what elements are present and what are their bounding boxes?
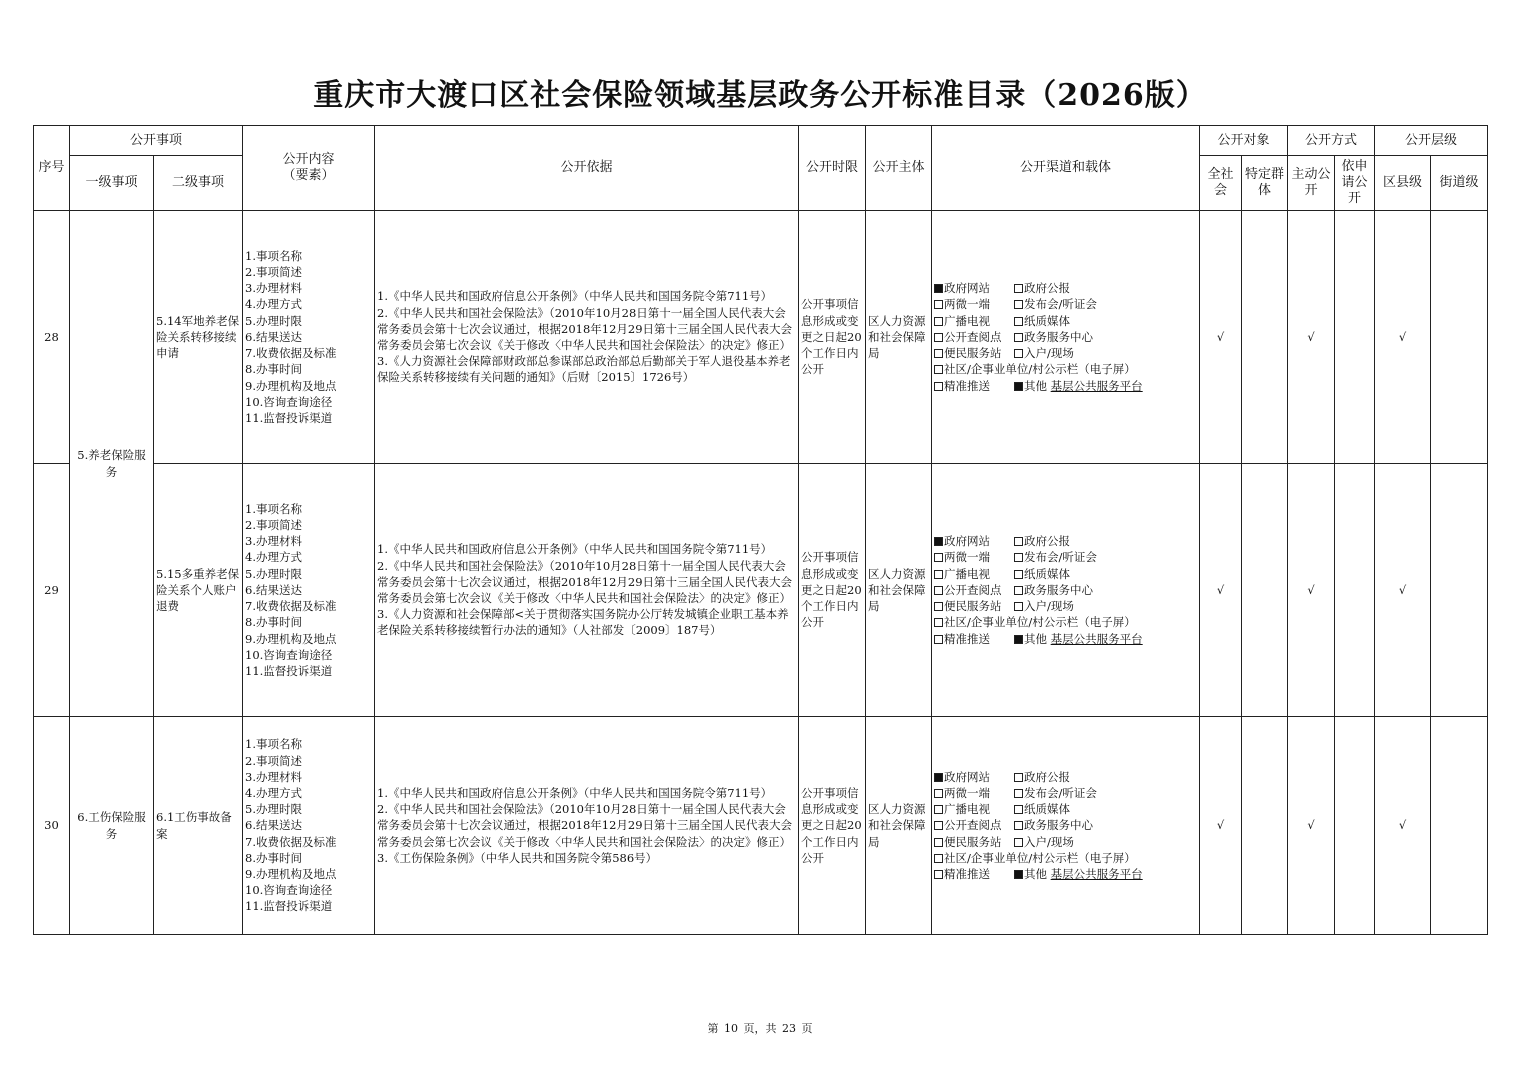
content-element: 11.监督投诉渠道 xyxy=(245,663,333,678)
method-apply-mark xyxy=(1335,211,1375,464)
checkbox-icon xyxy=(1014,553,1023,562)
channel-label: 政府公报 xyxy=(1024,769,1071,784)
channel-option xyxy=(1014,533,1070,549)
checkbox-icon xyxy=(1014,300,1023,309)
content-element: 4.办理方式 xyxy=(245,785,302,800)
channel-option xyxy=(1014,598,1074,614)
level2-item: 5.14军地养老保险关系转移接续申请 xyxy=(154,211,243,464)
channel-option xyxy=(934,769,1014,785)
checkbox-icon xyxy=(1014,537,1023,546)
channel-label: 政务服务中心 xyxy=(1024,818,1094,833)
basis-cell xyxy=(375,464,799,717)
channel-line xyxy=(934,631,1197,647)
checked-box-icon xyxy=(934,284,943,293)
channel-label: 发布会/听证会 xyxy=(1024,550,1097,565)
header-content-line1: 公开内容 xyxy=(282,152,335,167)
content-element: 4.办理方式 xyxy=(245,550,302,565)
checkbox-icon xyxy=(1014,838,1023,847)
level-district-mark: √ xyxy=(1375,717,1431,935)
page-title: 重庆市大渡口区社会保险领域基层政务公开标准目录（2026版） xyxy=(313,78,1207,113)
channel-label: 发布会/听证会 xyxy=(1024,785,1097,800)
content-element: 5.办理时限 xyxy=(245,566,302,581)
checkbox-icon xyxy=(934,586,943,595)
channel-option xyxy=(934,631,1014,647)
channel-option xyxy=(934,817,1014,833)
channel-option xyxy=(934,566,1014,582)
channel-option xyxy=(934,834,1014,850)
channel-line xyxy=(934,296,1197,312)
channel-label: 社区/企事业单位/村公示栏（电子屏） xyxy=(944,850,1136,865)
row-seq: 30 xyxy=(34,717,70,935)
channel-line xyxy=(934,361,1197,377)
content-element: 10.咨询查询途径 xyxy=(245,394,333,409)
header-basis: 公开依据 xyxy=(375,126,799,211)
content-elements xyxy=(243,464,375,717)
publish-time: 公开事项信息形成或变更之日起20个工作日内公开 xyxy=(799,464,866,717)
channel-line xyxy=(934,769,1197,785)
channel-label: 其他 xyxy=(1024,631,1048,646)
channel-option xyxy=(934,378,1014,394)
page-footer xyxy=(0,1020,1520,1036)
checked-box-icon xyxy=(934,537,943,546)
channel-other-value: 基层公共服务平台 xyxy=(1050,631,1143,646)
level-street-mark xyxy=(1431,211,1488,464)
channel-label: 社区/企事业单位/村公示栏（电子屏） xyxy=(944,615,1136,630)
channel-label: 政府网站 xyxy=(944,534,991,549)
channel-label: 两微一端 xyxy=(944,297,991,312)
channel-label: 入户/现场 xyxy=(1024,834,1074,849)
channel-label: 发布会/听证会 xyxy=(1024,297,1097,312)
object-all-mark: √ xyxy=(1200,717,1242,935)
content-element: 5.办理时限 xyxy=(245,802,302,817)
publish-time: 公开事项信息形成或变更之日起20个工作日内公开 xyxy=(799,717,866,935)
channel-option xyxy=(934,785,1014,801)
checkbox-icon xyxy=(934,382,943,391)
channel-line xyxy=(934,345,1197,361)
header-object-group: 公开对象 xyxy=(1200,126,1288,156)
channel-option xyxy=(934,329,1014,345)
channel-option xyxy=(1014,834,1074,850)
channel-line xyxy=(934,378,1197,394)
channel-option xyxy=(1014,866,1143,882)
channel-option xyxy=(1014,296,1097,312)
content-element: 10.咨询查询途径 xyxy=(245,647,333,662)
checkbox-icon xyxy=(1014,773,1023,782)
channel-other-value: 基层公共服务平台 xyxy=(1050,867,1143,881)
checkbox-icon xyxy=(1014,284,1023,293)
channel-option xyxy=(934,598,1014,614)
channel-label: 精准推送 xyxy=(944,631,991,646)
channel-line xyxy=(934,313,1197,329)
content-element: 5.办理时限 xyxy=(245,313,302,328)
header-content xyxy=(243,126,375,211)
channel-label: 精准推送 xyxy=(944,378,991,393)
channel-label: 公开查阅点 xyxy=(944,818,1002,833)
channel-label: 广播电视 xyxy=(944,313,991,328)
basis-item: 1.《中华人民共和国政府信息公开条例》（中华人民共和国国务院令第711号） xyxy=(377,785,773,800)
content-element: 6.结果送达 xyxy=(245,818,302,833)
level-district-mark: √ xyxy=(1375,211,1431,464)
channel-option xyxy=(1014,378,1143,394)
channel-option xyxy=(1014,769,1070,785)
content-element: 7.收费依据及标准 xyxy=(245,834,337,849)
channel-option xyxy=(1014,566,1070,582)
channel-label: 纸质媒体 xyxy=(1024,802,1071,817)
checkbox-icon xyxy=(1014,333,1023,342)
basis-item: 2.《中华人民共和国社会保险法》（2010年10月28日第十一届全国人民代表大会常务委员会第十七次会议通过，根据2018年12月29日第十三届全国人民代表大会常务委员会第七次会议《关于修改〈中华人民共和国社会保险法〉的决定》修正） xyxy=(377,802,793,849)
channel-label: 政务服务中心 xyxy=(1024,582,1094,597)
channel-option xyxy=(1014,785,1097,801)
channel-label: 两微一端 xyxy=(944,785,991,800)
channel-line xyxy=(934,866,1197,882)
checkbox-icon xyxy=(934,838,943,847)
object-all-mark: √ xyxy=(1200,211,1242,464)
checkbox-icon xyxy=(934,870,943,879)
catalog-body xyxy=(34,211,1488,935)
publish-subject: 区人力资源和社会保障局 xyxy=(866,211,932,464)
header-subject: 公开主体 xyxy=(866,126,932,211)
method-active-mark: √ xyxy=(1288,464,1335,717)
content-element: 1.事项名称 xyxy=(245,248,302,263)
checkbox-icon xyxy=(934,570,943,579)
level1-item: 5.养老保险服务 xyxy=(70,211,154,717)
channel-line xyxy=(934,785,1197,801)
channel-option xyxy=(1014,817,1093,833)
content-element: 11.监督投诉渠道 xyxy=(245,410,333,425)
checkbox-icon xyxy=(934,789,943,798)
content-element: 3.办理材料 xyxy=(245,769,302,784)
content-element: 1.事项名称 xyxy=(245,501,302,516)
content-element: 2.事项简述 xyxy=(245,518,302,533)
channel-label: 政务服务中心 xyxy=(1024,329,1094,344)
channel-line xyxy=(934,329,1197,345)
channel-option xyxy=(934,866,1014,882)
header-matter-group: 公开事项 xyxy=(70,126,243,156)
header-level-group: 公开层级 xyxy=(1375,126,1488,156)
channel-line xyxy=(934,533,1197,549)
checkbox-icon xyxy=(1014,586,1023,595)
channel-label: 公开查阅点 xyxy=(944,329,1002,344)
basis-item: 2.《中华人民共和国社会保险法》（2010年10月28日第十一届全国人民代表大会常务委员会第十七次会议通过，根据2018年12月29日第十三届全国人民代表大会常务委员会第七次会议《关于修改〈中华人民共和国社会保险法〉的决定》修正） xyxy=(377,558,793,605)
header-channel: 公开渠道和载体 xyxy=(932,126,1200,211)
checked-box-icon xyxy=(1014,382,1023,391)
channel-option xyxy=(934,361,1136,377)
channel-label: 广播电视 xyxy=(944,566,991,581)
channel-option xyxy=(1014,549,1097,565)
checkbox-icon xyxy=(1014,602,1023,611)
basis-item: 3.《人力资源社会保障部财政部总参谋部总政治部总后勤部关于军人退役基本养老保险关系转移接续有关问题的通知》（后财〔2015〕1726号） xyxy=(377,354,791,385)
checkbox-icon xyxy=(934,805,943,814)
checked-box-icon xyxy=(934,773,943,782)
checkbox-icon xyxy=(934,602,943,611)
channel-option xyxy=(1014,631,1143,647)
header-object-specific: 特定群体 xyxy=(1242,156,1288,211)
channel-label: 纸质媒体 xyxy=(1024,566,1071,581)
checkbox-icon xyxy=(934,349,943,358)
header-seq: 序号 xyxy=(34,126,70,211)
footer-page-number: 10 xyxy=(724,1022,738,1035)
channel-label: 公开查阅点 xyxy=(944,582,1002,597)
channel-line xyxy=(934,817,1197,833)
table-row xyxy=(34,717,1488,935)
channel-cell xyxy=(932,717,1200,935)
channel-label: 两微一端 xyxy=(944,550,991,565)
level2-item: 5.15多重养老保险关系个人账户退费 xyxy=(154,464,243,717)
footer-page-total: 23 xyxy=(782,1022,796,1035)
checkbox-icon xyxy=(1014,805,1023,814)
channel-line xyxy=(934,566,1197,582)
checkbox-icon xyxy=(934,854,943,863)
channel-option xyxy=(934,549,1014,565)
checkbox-icon xyxy=(934,821,943,830)
content-element: 8.办事时间 xyxy=(245,850,302,865)
footer-middle: 页，共 xyxy=(743,1022,777,1035)
channel-label: 政府网站 xyxy=(944,769,991,784)
publish-subject: 区人力资源和社会保障局 xyxy=(866,717,932,935)
basis-item: 2.《中华人民共和国社会保险法》（2010年10月28日第十一届全国人民代表大会常务委员会第十七次会议通过，根据2018年12月29日第十三届全国人民代表大会常务委员会第七次会议《关于修改〈中华人民共和国社会保险法〉的决定》修正） xyxy=(377,305,793,352)
footer-suffix: 页 xyxy=(801,1022,813,1035)
header-method-active: 主动公开 xyxy=(1288,156,1335,211)
channel-option xyxy=(1014,329,1093,345)
channel-cell xyxy=(932,211,1200,464)
channel-line xyxy=(934,801,1197,817)
object-specific-mark xyxy=(1242,464,1288,717)
content-element: 7.收费依据及标准 xyxy=(245,346,337,361)
content-element: 8.办事时间 xyxy=(245,362,302,377)
header-time: 公开时限 xyxy=(799,126,866,211)
channel-label: 便民服务站 xyxy=(944,834,1002,849)
channel-option xyxy=(934,280,1014,296)
content-element: 7.收费依据及标准 xyxy=(245,599,337,614)
content-element: 3.办理材料 xyxy=(245,534,302,549)
content-elements xyxy=(243,211,375,464)
footer-prefix: 第 xyxy=(707,1022,719,1035)
basis-cell xyxy=(375,717,799,935)
channel-label: 入户/现场 xyxy=(1024,346,1074,361)
row-seq: 29 xyxy=(34,464,70,717)
header-method-group: 公开方式 xyxy=(1288,126,1375,156)
checkbox-icon xyxy=(1014,317,1023,326)
header-method-apply: 依申请公开 xyxy=(1335,156,1375,211)
content-elements xyxy=(243,717,375,935)
channel-label: 精准推送 xyxy=(944,867,991,881)
method-active-mark: √ xyxy=(1288,717,1335,935)
channel-option xyxy=(934,313,1014,329)
content-element: 4.办理方式 xyxy=(245,297,302,312)
level-street-mark xyxy=(1431,717,1488,935)
object-all-mark: √ xyxy=(1200,464,1242,717)
content-element: 11.监督投诉渠道 xyxy=(245,899,333,914)
channel-line xyxy=(934,614,1197,630)
content-element: 9.办理机构及地点 xyxy=(245,867,337,881)
channel-label: 纸质媒体 xyxy=(1024,313,1071,328)
content-element: 2.事项简述 xyxy=(245,753,302,768)
channel-option xyxy=(1014,280,1070,296)
channel-label: 入户/现场 xyxy=(1024,599,1074,614)
channel-label: 政府公报 xyxy=(1024,281,1071,296)
channel-label: 政府网站 xyxy=(944,281,991,296)
object-specific-mark xyxy=(1242,717,1288,935)
content-element: 1.事项名称 xyxy=(245,737,302,752)
channel-label: 其他 xyxy=(1024,378,1048,393)
content-element: 6.结果送达 xyxy=(245,329,302,344)
channel-option xyxy=(934,801,1014,817)
channel-option xyxy=(934,850,1136,866)
content-element: 10.咨询查询途径 xyxy=(245,883,333,898)
channel-line xyxy=(934,834,1197,850)
header-object-all: 全社会 xyxy=(1200,156,1242,211)
level-street-mark xyxy=(1431,464,1488,717)
header-content-line2: （要素） xyxy=(282,168,335,183)
channel-option xyxy=(1014,345,1074,361)
level1-item: 6.工伤保险服务 xyxy=(70,717,154,935)
content-element: 9.办理机构及地点 xyxy=(245,378,337,393)
checkbox-icon xyxy=(934,365,943,374)
method-apply-mark xyxy=(1335,464,1375,717)
checkbox-icon xyxy=(934,333,943,342)
channel-option xyxy=(1014,313,1070,329)
checkbox-icon xyxy=(934,553,943,562)
checkbox-icon xyxy=(934,635,943,644)
content-element: 2.事项简述 xyxy=(245,265,302,280)
checkbox-icon xyxy=(934,618,943,627)
checked-box-icon xyxy=(1014,870,1023,879)
checkbox-icon xyxy=(934,300,943,309)
channel-line xyxy=(934,549,1197,565)
channel-cell xyxy=(932,464,1200,717)
checkbox-icon xyxy=(1014,789,1023,798)
channel-line xyxy=(934,280,1197,296)
channel-other-value: 基层公共服务平台 xyxy=(1050,378,1143,393)
checkbox-icon xyxy=(1014,570,1023,579)
checkbox-icon xyxy=(1014,821,1023,830)
row-seq: 28 xyxy=(34,211,70,464)
channel-option xyxy=(934,296,1014,312)
content-element: 3.办理材料 xyxy=(245,281,302,296)
channel-label: 社区/企事业单位/村公示栏（电子屏） xyxy=(944,362,1136,377)
checkbox-icon xyxy=(934,317,943,326)
basis-item: 3.《人力资源和社会保障部<关于贯彻落实国务院办公厅转发城镇企业职工基本养老保险关系转移接续暂行办法的通知》（人社部发〔2009〕187号） xyxy=(377,607,789,638)
content-element: 9.办理机构及地点 xyxy=(245,631,337,646)
checkbox-icon xyxy=(1014,349,1023,358)
channel-label: 广播电视 xyxy=(944,802,991,817)
header-level1: 一级事项 xyxy=(70,156,154,211)
channel-option xyxy=(934,582,1014,598)
header-level-street: 街道级 xyxy=(1431,156,1488,211)
publish-time: 公开事项信息形成或变更之日起20个工作日内公开 xyxy=(799,211,866,464)
channel-label: 政府公报 xyxy=(1024,534,1071,549)
channel-line xyxy=(934,850,1197,866)
header-level2: 二级事项 xyxy=(154,156,243,211)
content-element: 6.结果送达 xyxy=(245,582,302,597)
level2-item: 6.1工伤事故备案 xyxy=(154,717,243,935)
basis-item: 1.《中华人民共和国政府信息公开条例》（中华人民共和国国务院令第711号） xyxy=(377,289,773,304)
header-level-district: 区县级 xyxy=(1375,156,1431,211)
channel-line xyxy=(934,598,1197,614)
checked-box-icon xyxy=(1014,635,1023,644)
basis-item: 3.《工伤保险条例》（中华人民共和国务院令第586号） xyxy=(377,850,658,865)
table-row xyxy=(34,464,1488,717)
level-district-mark: √ xyxy=(1375,464,1431,717)
catalog-table xyxy=(33,125,1488,935)
object-specific-mark xyxy=(1242,211,1288,464)
basis-cell xyxy=(375,211,799,464)
channel-option xyxy=(934,345,1014,361)
channel-option xyxy=(934,614,1136,630)
channel-option xyxy=(1014,801,1070,817)
channel-label: 其他 xyxy=(1024,867,1048,881)
method-active-mark: √ xyxy=(1288,211,1335,464)
method-apply-mark xyxy=(1335,717,1375,935)
channel-option xyxy=(934,533,1014,549)
channel-option xyxy=(1014,582,1093,598)
basis-item: 1.《中华人民共和国政府信息公开条例》（中华人民共和国国务院令第711号） xyxy=(377,542,773,557)
publish-subject: 区人力资源和社会保障局 xyxy=(866,464,932,717)
channel-label: 便民服务站 xyxy=(944,346,1002,361)
channel-line xyxy=(934,582,1197,598)
channel-label: 便民服务站 xyxy=(944,599,1002,614)
table-row xyxy=(34,211,1488,464)
content-element: 8.办事时间 xyxy=(245,615,302,630)
